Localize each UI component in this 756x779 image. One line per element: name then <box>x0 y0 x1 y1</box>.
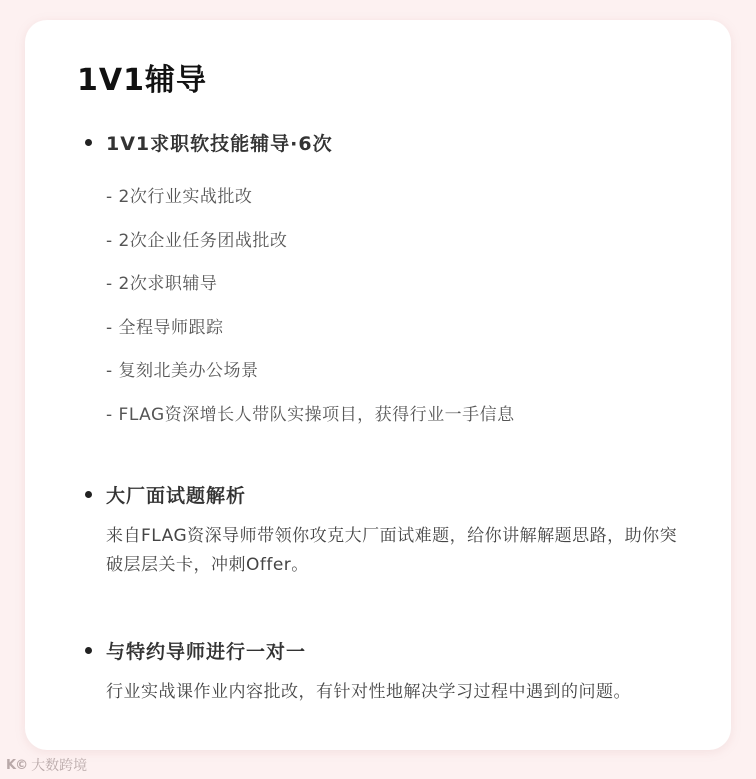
section-header <box>85 635 691 665</box>
section-title: 1V1求职软技能辅导·6次 <box>106 132 333 155</box>
watermark <box>6 755 87 775</box>
list-item: - 2次行业实战批改 <box>106 187 253 207</box>
sub-list <box>106 176 515 437</box>
bullet-icon <box>85 491 92 498</box>
section-title: 与特约导师进行一对一 <box>106 640 307 663</box>
watermark-text: 大数跨境 <box>31 758 88 774</box>
coaching-card <box>25 20 731 750</box>
bullet-icon <box>85 139 92 146</box>
list-item: - 全程导师跟踪 <box>106 317 224 338</box>
list-item: - 2次企业任务团战批改 <box>106 230 288 251</box>
section-header <box>85 127 691 157</box>
section-soft-skills <box>85 127 691 425</box>
list-item: - 2次求职辅导 <box>106 274 218 294</box>
bullet-icon <box>85 647 92 654</box>
card-title: 1V1辅导 <box>77 63 207 98</box>
section-mentor-one-on-one <box>85 635 691 702</box>
section-title: 大厂面试题解析 <box>106 484 247 507</box>
watermark-logo-icon: K© <box>6 757 28 773</box>
list-item: - FLAG资深增长人带队实操项目，获得行业一手信息 <box>106 404 515 425</box>
section-interview-questions <box>85 479 691 575</box>
section-description: 来自FLAG资深导师带领你攻克大厂面试难题，给你讲解解题思路，助你突破层层关卡，冲刺Offer。 <box>106 526 678 575</box>
section-description: 行业实战课作业内容批改，有针对性地解决学习过程中遇到的问题。 <box>106 682 631 702</box>
list-item: - 复刻北美办公场景 <box>106 361 259 381</box>
section-header <box>85 479 691 509</box>
